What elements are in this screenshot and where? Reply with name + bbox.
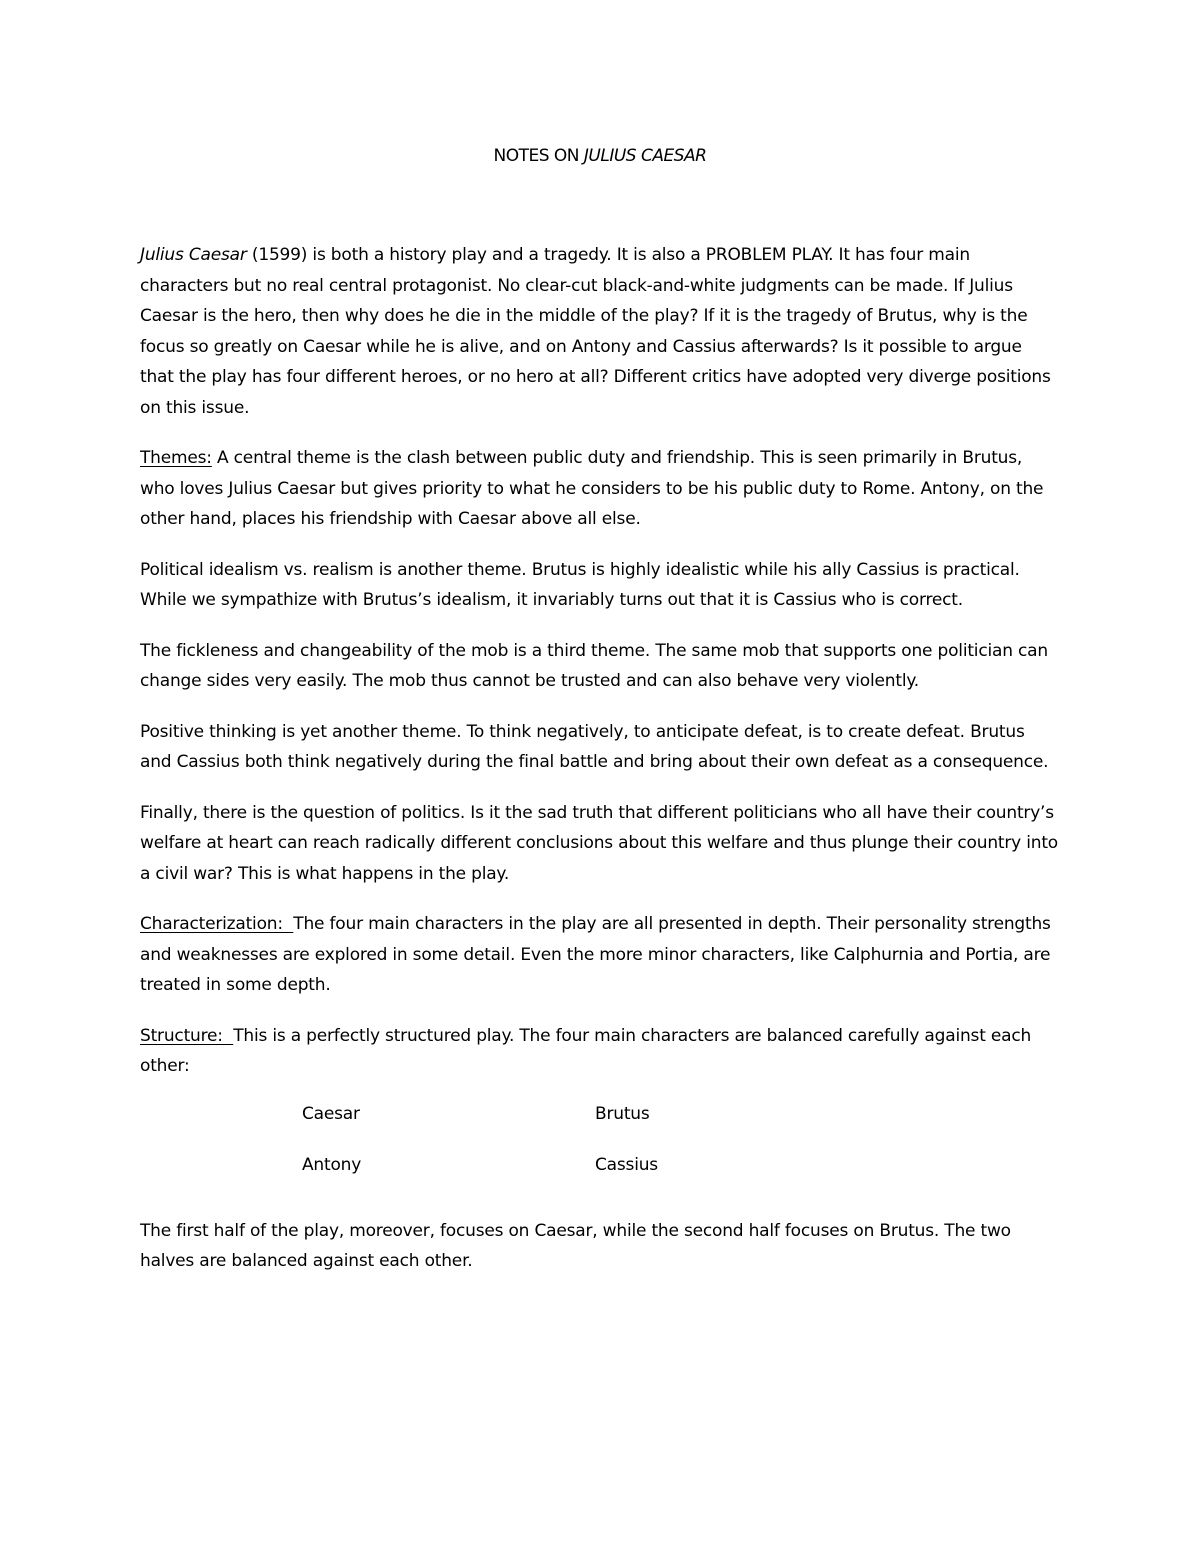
document-title — [140, 142, 1060, 170]
themes-text: A central theme is the clash between public duty and friendship. This is seen primarily in Brutus, who loves Julius Caesar but gives priority to what he considers to be his public duty to Rome. Antony, on the other hand, places his friendship with Caesar above all else. — [140, 448, 1044, 529]
pair-row — [140, 1102, 1060, 1153]
pair-row — [140, 1153, 1060, 1204]
pair-right-name: Brutus — [595, 1103, 650, 1124]
intro-paragraph — [140, 240, 1060, 423]
intro-italic-lead: Julius Caesar — [140, 245, 247, 265]
characterization-paragraph — [140, 909, 1060, 1001]
mob-paragraph: The fickleness and changeability of the mob is a third theme. The same mob that supports one politician can change sides very easily. The mob thus cannot be trusted and can also behave very violently. — [140, 640, 1048, 691]
document-page — [140, 142, 1060, 1297]
themes-paragraph — [140, 443, 1060, 535]
structure-heading: Structure: — [140, 1025, 234, 1046]
characterization-text: The four main characters in the play are all presented in depth. Their personality strengths and weaknesses are explored in some detail. Even the more minor characters, like Calphurnia and Portia, are treated in some depth. — [140, 914, 1051, 995]
pair-right-name: Cassius — [595, 1154, 658, 1175]
structure-paragraph — [140, 1021, 1060, 1082]
closing-paragraph: The first half of the play, moreover, focuses on Caesar, while the second half focuses on Brutus. The two halves are balanced against each other. — [140, 1220, 1011, 1271]
politics-paragraph: Finally, there is the question of politics. Is it the sad truth that different politicians who all have their country’s welfare at heart can reach radically different conclusions about this welfare and thus plunge their country into a civil war? This is what happens in the play. — [140, 802, 1058, 884]
title-italic: JULIUS CAESAR — [583, 146, 707, 166]
characterization-heading: Characterization: — [140, 914, 294, 934]
title-prefix: NOTES ON — [493, 146, 584, 166]
character-pairs — [140, 1102, 1060, 1204]
pair-left-name: Antony — [302, 1154, 362, 1175]
positive-thinking-paragraph: Positive thinking is yet another theme. To think negatively, to anticipate defeat, is to create defeat. Brutus and Cassius both think negatively during the final battle and bring about their own defeat as a consequence. — [140, 721, 1049, 772]
structure-text: This is a perfectly structured play. The four main characters are balanced carefully against each other: — [140, 1025, 1032, 1076]
intro-text: (1599) is both a history play and a tragedy. It is also a PROBLEM PLAY. It has four main characters but no real central protagonist. No clear-cut black-and-white judgments can be made. If Julius Caesar is the hero, then why does he die in the middle of the play? If it is the tragedy of Brutus, why is the focus so greatly on Caesar while he is alive, and on Antony and Cassius afterwards? Is it possible to argue that the play has four different heroes, or no hero at all? Different critics have adopted very diverge positions on this issue. — [140, 245, 1051, 418]
themes-heading: Themes: — [140, 448, 212, 468]
idealism-paragraph: Political idealism vs. realism is another theme. Brutus is highly idealistic while his ally Cassius is practical. While we sympathize with Brutus’s idealism, it invariably turns out that it is Cassius who is correct. — [140, 559, 1020, 610]
pair-left-name: Caesar — [302, 1103, 360, 1124]
